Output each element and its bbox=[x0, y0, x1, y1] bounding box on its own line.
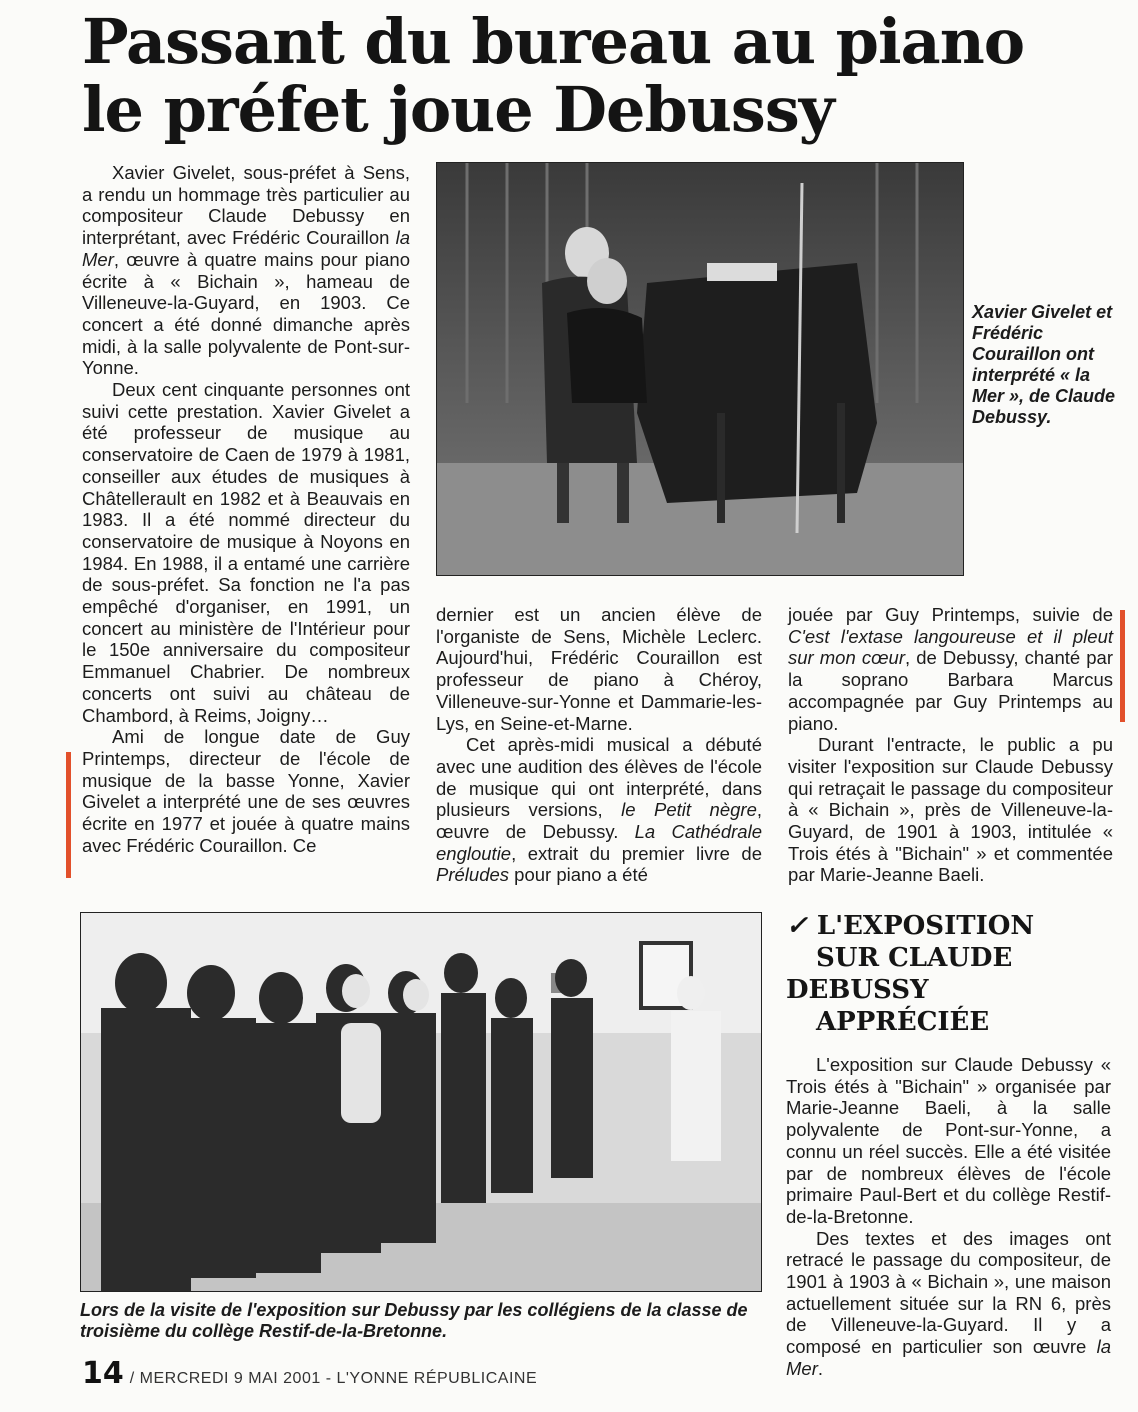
footer-dateline: / MERCREDI 9 MAI 2001 - L'YONNE RÉPUBLICAINE bbox=[129, 1370, 538, 1387]
paragraph-audition: Cet après-midi musical a débuté avec une audition des élèves de l'école de musique qui ont interprété, dans plusieurs versions, le Petit nègre, œuvre de Debussy. La Cathédrale engloutie, extrait du premier livre de Préludes pour piano a été bbox=[436, 734, 762, 886]
paragraph-friend: Ami de longue date de Guy Printemps, directeur de l'école de musique de la basse Yonne, Xavier Givelet a interprété une de ses œuvres écrite en 1977 et jouée à quatre mains avec Frédéric Couraillon. Ce bbox=[82, 726, 410, 856]
photo-pianists bbox=[436, 162, 964, 576]
exposition-body bbox=[786, 1054, 1111, 1380]
exposition-article bbox=[786, 910, 1121, 1380]
exposition-title: ✓ L'EXPOSITION SUR CLAUDE DEBUSSY APPRÉCIÉE bbox=[786, 911, 1035, 1037]
photo-exhibition-caption: Lors de la visite de l'exposition sur Debussy par les collégiens de la classe de troisième du collège Restif-de-la-Bretonne. bbox=[80, 1300, 748, 1341]
paragraph-soprano: jouée par Guy Printemps, suivie de C'est l'extase langoureuse et il pleut sur mon cœur, de Debussy, chanté par la soprano Barbara Marcus accompagnée par Guy Printemps au piano. bbox=[788, 604, 1113, 734]
page-number: 14 bbox=[82, 1356, 124, 1391]
paragraph-expo-success: L'exposition sur Claude Debussy « Trois étés à "Bichain" » organisée par Marie-Jeanne Baeli, à la salle polyvalente de Pont-sur-Yonne, a connu un réel succès. Elle a été visitée par de nombreux élèves de l'école primaire Paul-Bert et du collège Restif-de-la-Bretonne. bbox=[786, 1054, 1111, 1227]
red-marker-bar bbox=[66, 752, 71, 878]
paragraph-teacher: dernier est un ancien élève de l'organiste de Sens, Michèle Leclerc. Aujourd'hui, Frédéric Couraillon est professeur de piano à Chéroy, Villeneuve-sur-Yonne et Dammarie-les-Lys, en Seine-et-Marne. bbox=[436, 604, 762, 734]
article-column-3 bbox=[788, 604, 1113, 886]
red-marker-bar-right bbox=[1120, 610, 1125, 722]
headline bbox=[82, 5, 1082, 146]
article-column-1 bbox=[82, 162, 410, 857]
article-column-2 bbox=[436, 604, 762, 886]
photo-exhibition-visit bbox=[80, 912, 762, 1292]
exhibition-illustration bbox=[81, 913, 761, 1291]
headline-line-1: Passant du bureau au piano bbox=[82, 5, 1025, 78]
paragraph-career: Deux cent cinquante personnes ont suivi cette prestation. Xavier Givelet a été professeur de musique au conservatoire de Caen de 1979 à 1981, conseiller aux études de musiques à Châtellerault en 1982 et à Beauvais en 1983. Il a été nommé directeur du conservatoire de musique à Noyons en 1984. En 1988, il a entamé une carrière de sous-préfet. Sa fonction ne l'a pas empêché d'organiser, en 1991, un concert au ministère de l'Intérieur pour le 150e anniversaire du compositeur Emmanuel Chabrier. De nombreux concerts ont suivi au château de Chambord, à Reims, Joigny… bbox=[82, 379, 410, 726]
paragraph-intro: Xavier Givelet, sous-préfet à Sens, a rendu un hommage très particulier au compositeur Claude Debussy en interprétant, avec Frédéric Couraillon la Mer, œuvre à quatre mains pour piano écrite à « Bichain », hameau de Villeneuve-la-Guyard, en 1903. Ce concert a été donné dimanche après midi, à la salle polyvalente de Pont-sur-Yonne. bbox=[82, 162, 410, 379]
page-footer bbox=[82, 1356, 782, 1391]
paragraph-intermission: Durant l'entracte, le public a pu visiter l'exposition sur Claude Debussy qui retraçait le passage du compositeur à « Bichain », près de Villeneuve-la-Guyard, de 1901 à 1903, intitulée « Trois étés à "Bichain" » et commentée par Marie-Jeanne Baeli. bbox=[788, 734, 1113, 886]
paragraph-expo-texts: Des textes et des images ont retracé le passage du compositeur, de 1901 à 1903 à « Bichain », une maison actuellement située sur la RN 6, près de Villeneuve-la-Guyard. Il y a composé en particulier son œuvre la Mer. bbox=[786, 1227, 1111, 1379]
headline-line-2: le préfet joue Debussy bbox=[82, 73, 834, 146]
pianists-illustration bbox=[437, 163, 963, 575]
photo-pianists-caption: Xavier Givelet et Frédéric Couraillon ont interprété « la Mer », de Claude Debussy. bbox=[972, 302, 1116, 427]
check-icon: ✓ bbox=[786, 911, 808, 941]
